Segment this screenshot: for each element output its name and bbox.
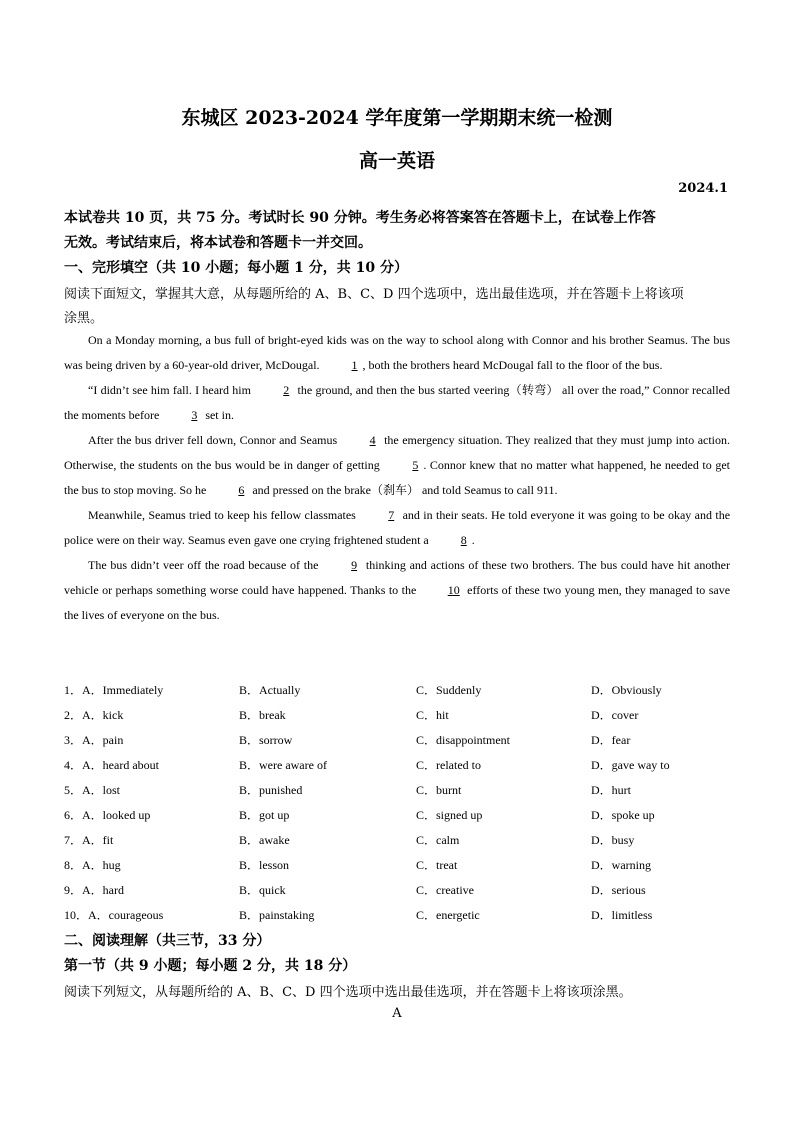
option-d: D．limitless (591, 908, 653, 922)
question-row (64, 778, 744, 803)
option-b: B．sorrow (239, 733, 293, 747)
blank-2: 2 (283, 383, 290, 397)
passage-text: On a Monday morning, a bus full of bright-eyed kids was on the way to school along with Connor and his brother Seamus. The bus was being driven by a 60-year-old driver, McDougal. (64, 333, 730, 372)
option-c: C．signed up (416, 808, 483, 822)
option-a: 2．A．kick (64, 708, 124, 722)
option-b: B．punished (239, 783, 303, 797)
option-c: C．burnt (416, 783, 462, 797)
answer-options (64, 678, 744, 928)
option-b: B．lesson (239, 858, 290, 872)
part2-heading: 二、阅读理解（共三节，33 分） (64, 933, 271, 949)
blank-7: 7 (388, 508, 395, 522)
question-row (64, 803, 744, 828)
passage-label-a: A (392, 1006, 402, 1021)
question-row (64, 753, 744, 778)
option-b: B．painstaking (239, 908, 315, 922)
passage-text: , both the brothers heard McDougal fall to the floor of the bus. (362, 358, 663, 372)
question-row (64, 903, 744, 928)
option-c: C．Suddenly (416, 683, 482, 697)
passage-text: the ground, and then the bus started veering（转弯） all over the road,” Connor recalled the moments before (64, 383, 731, 422)
option-d: D．cover (591, 708, 639, 722)
question-row (64, 828, 744, 853)
blank-10: 10 (447, 583, 460, 597)
option-c: C．calm (416, 833, 460, 847)
option-b: B．break (239, 708, 286, 722)
option-a: 7．A．fit (64, 833, 114, 847)
option-c: C．related to (416, 758, 481, 772)
passage-paragraph-4 (64, 503, 730, 553)
option-b: B．awake (239, 833, 290, 847)
passage-text: the emergency situation. They realized that they must jump into action. Otherwise, the students on the bus would be in danger of getting (64, 433, 731, 472)
option-d: D．busy (591, 833, 635, 847)
option-d: D．hurt (591, 783, 631, 797)
passage-text: . Connor knew that no matter what happened, he needed to get the bus to stop moving. So he (64, 458, 730, 497)
option-a: 6．A．looked up (64, 808, 151, 822)
exam-date: 2024.1 (678, 181, 728, 196)
option-a: 5．A．lost (64, 783, 121, 797)
blank-4: 4 (369, 433, 376, 447)
part1-instruction-2: 涂黑。 (64, 311, 104, 326)
passage-text: . (471, 533, 475, 547)
option-d: D．fear (591, 733, 631, 747)
question-row (64, 878, 744, 903)
exam-title: 东城区 2023-2024 学年度第一学期期末统一检测 (181, 107, 613, 129)
option-c: C．disappointment (416, 733, 510, 747)
part1-instruction-1: 阅读下面短文，掌握其大意，从每题所给的 A、B、C、D 四个选项中，选出最佳选项，并在答题卡上将该项 (64, 287, 684, 302)
passage-paragraph-1 (64, 328, 730, 378)
option-a: 1．A．Immediately (64, 683, 164, 697)
option-a: 4．A．heard about (64, 758, 159, 772)
blank-8: 8 (460, 533, 467, 547)
option-a: 3．A．pain (64, 733, 124, 747)
passage-text: Meanwhile, Seamus tried to keep his fellow classmates (88, 508, 356, 522)
passage-paragraph-5 (64, 553, 730, 628)
passage-text: efforts of these two young men, they managed to save the lives of everyone on the bus. (64, 583, 731, 622)
blank-9: 9 (351, 558, 358, 572)
passage-text: After the bus driver fell down, Connor and Seamus (88, 433, 338, 447)
passage-text: set in. (205, 408, 234, 422)
option-b: B．got up (239, 808, 290, 822)
option-a: 8．A．hug (64, 858, 121, 872)
blank-6: 6 (238, 483, 245, 497)
passage-text: “I didn’t see him fall. I heard him (88, 383, 251, 397)
cloze-passage (64, 328, 730, 628)
option-c: C．energetic (416, 908, 480, 922)
part2-section1-heading: 第一节（共 9 小题；每小题 2 分，共 18 分） (64, 958, 357, 974)
blank-1: 1 (351, 358, 358, 372)
notice-line-1: 本试卷共 10 页，共 75 分。考试时长 90 分钟。考生务必将答案答在答题卡上，在试卷上作答 (64, 210, 656, 226)
question-row (64, 703, 744, 728)
option-d: D．Obviously (591, 683, 662, 697)
notice-line-2: 无效。考试结束后，将本试卷和答题卡一并交回。 (64, 235, 372, 251)
option-b: B．were aware of (239, 758, 327, 772)
option-a: 10．A．courageous (64, 908, 164, 922)
option-d: D．serious (591, 883, 646, 897)
option-c: C．creative (416, 883, 474, 897)
passage-text: and in their seats. He told everyone it was going to be okay and the police were on their way. Seamus even gave one crying frightened student a (64, 508, 731, 547)
exam-subject: 高一英语 (358, 150, 435, 172)
question-row (64, 678, 744, 703)
part1-heading: 一、完形填空（共 10 小题；每小题 1 分，共 10 分） (64, 260, 408, 276)
question-row (64, 728, 744, 753)
passage-paragraph-3 (64, 428, 730, 503)
option-c: C．hit (416, 708, 449, 722)
passage-paragraph-2 (64, 378, 730, 428)
option-d: D．gave way to (591, 758, 670, 772)
passage-text: thinking and actions of these two brothers. The bus could have hit another vehicle or perhaps something worse could have happened. Thanks to the (64, 558, 730, 597)
option-d: D．spoke up (591, 808, 655, 822)
option-c: C．treat (416, 858, 458, 872)
blank-5: 5 (412, 458, 419, 472)
question-row (64, 853, 744, 878)
option-a: 9．A．hard (64, 883, 124, 897)
blank-3: 3 (191, 408, 198, 422)
option-b: B．quick (239, 883, 286, 897)
option-b: B．Actually (239, 683, 301, 697)
passage-text: The bus didn’t veer off the road because of the (88, 558, 319, 572)
passage-text: and pressed on the brake（刹车） and told Seamus to call 911. (252, 483, 558, 497)
option-d: D．warning (591, 858, 651, 872)
part2-instruction: 阅读下列短文，从每题所给的 A、B、C、D 四个选项中选出最佳选项，并在答题卡上将该项涂黑。 (64, 985, 632, 1000)
